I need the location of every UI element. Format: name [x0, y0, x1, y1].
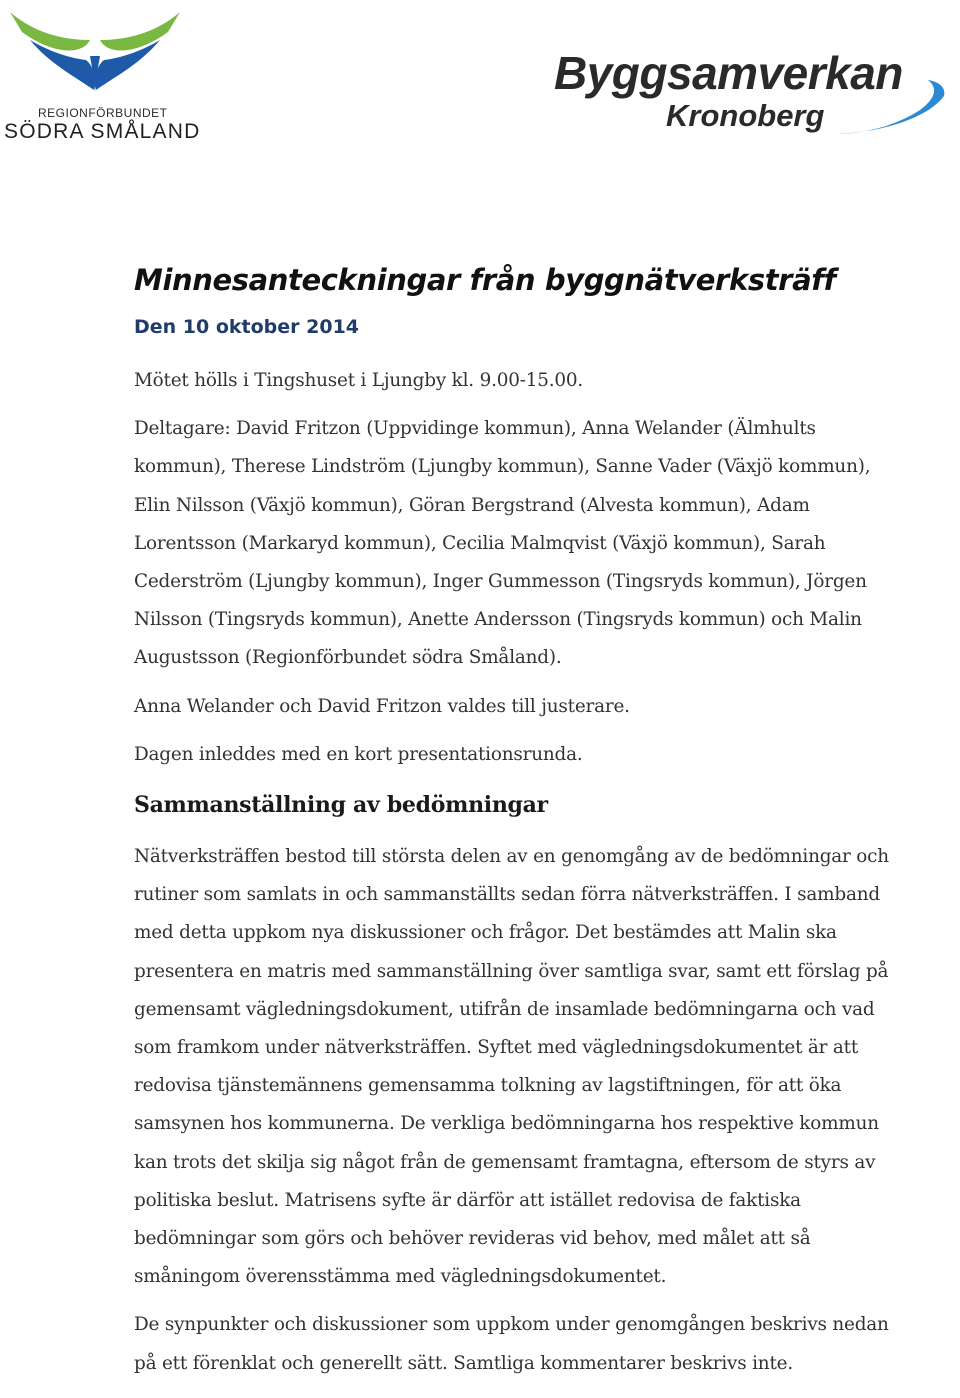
adjusters-paragraph: Anna Welander och David Fritzon valdes till justerare.	[134, 695, 630, 717]
intro-paragraph: Dagen inleddes med en kort presentationsrunda.	[134, 743, 583, 765]
document-title: Minnesanteckningar från byggnätverksträff	[134, 263, 836, 297]
byggsamverkan-logo	[552, 48, 952, 148]
document-date: Den 10 oktober 2014	[134, 316, 360, 338]
regionforbundet-emblem-icon	[4, 6, 186, 106]
logo-text-kronoberg: Kronoberg	[666, 98, 825, 133]
regionforbundet-logo	[4, 6, 201, 143]
document-body	[134, 256, 894, 1383]
logo-text-regionforbundet: REGIONFÖRBUNDET	[38, 106, 168, 120]
meeting-paragraph: Mötet hölls i Tingshuset i Ljungby kl. 9.00-15.00.	[134, 370, 584, 391]
logo-text-sodra-smaland: SÖDRA SMÅLAND	[4, 120, 201, 143]
final-paragraph: De synpunkter och diskussioner som uppkom under genomgången beskrivs nedan på ett förenklat och generellt sätt. Samtliga kommentarer beskrivs inte.	[134, 1314, 889, 1374]
participants-paragraph: Deltagare: David Fritzon (Uppvidinge kommun), Anna Welander (Älmhults kommun), Therese Lindström (Ljungby kommun), Sanne Vader (Växjö kommun), Elin Nilsson (Växjö kommun), Göran Bergstrand (Alvesta kommun), Adam Lorentsson (Markaryd kommun), Cecilia Malmqvist (Växjö kommun), Sarah Cederström (Ljungby kommun), Inger Gummesson (Tingsryds kommun), Jörgen Nilsson (Tingsryds kommun), Anette Andersson (Tingsryds kommun) och Malin Augustsson (Regionförbundet södra Småland).	[134, 418, 871, 669]
section-heading: Sammanställning av bedömningar	[134, 792, 548, 819]
summary-paragraph: Nätverksträffen bestod till största delen av en genomgång av de bedömningar och rutiner som samlats in och sammanställts sedan förra nätverksträffen. I samband med detta uppkom nya diskussioner och frågor. Det bestämdes att Malin ska presentera en matris med sammanställning över samtliga svar, samt ett förslag på gemensamt vägledningsdokument, utifrån de insamlade bedömningarna och vad som framkom under nätverksträffen. Syftet med vägledningsdokumentet är att redovisa tjänstemännens gemensamma tolkning av lagstiftningen, för att öka samsynen hos kommunerna. De verkliga bedömningarna hos respektive kommun kan trots det skilja sig något från de gemensamt framtagna, eftersom de styrs av politiska beslut. Matrisens syfte är därför att istället redovisa de faktiska bedömningar som görs och behöver revideras vid behov, med målet att så småningom överensstämma med vägledningsdokumentet.	[134, 846, 889, 1288]
logo-text-byggsamverkan: Byggsamverkan	[554, 47, 903, 99]
